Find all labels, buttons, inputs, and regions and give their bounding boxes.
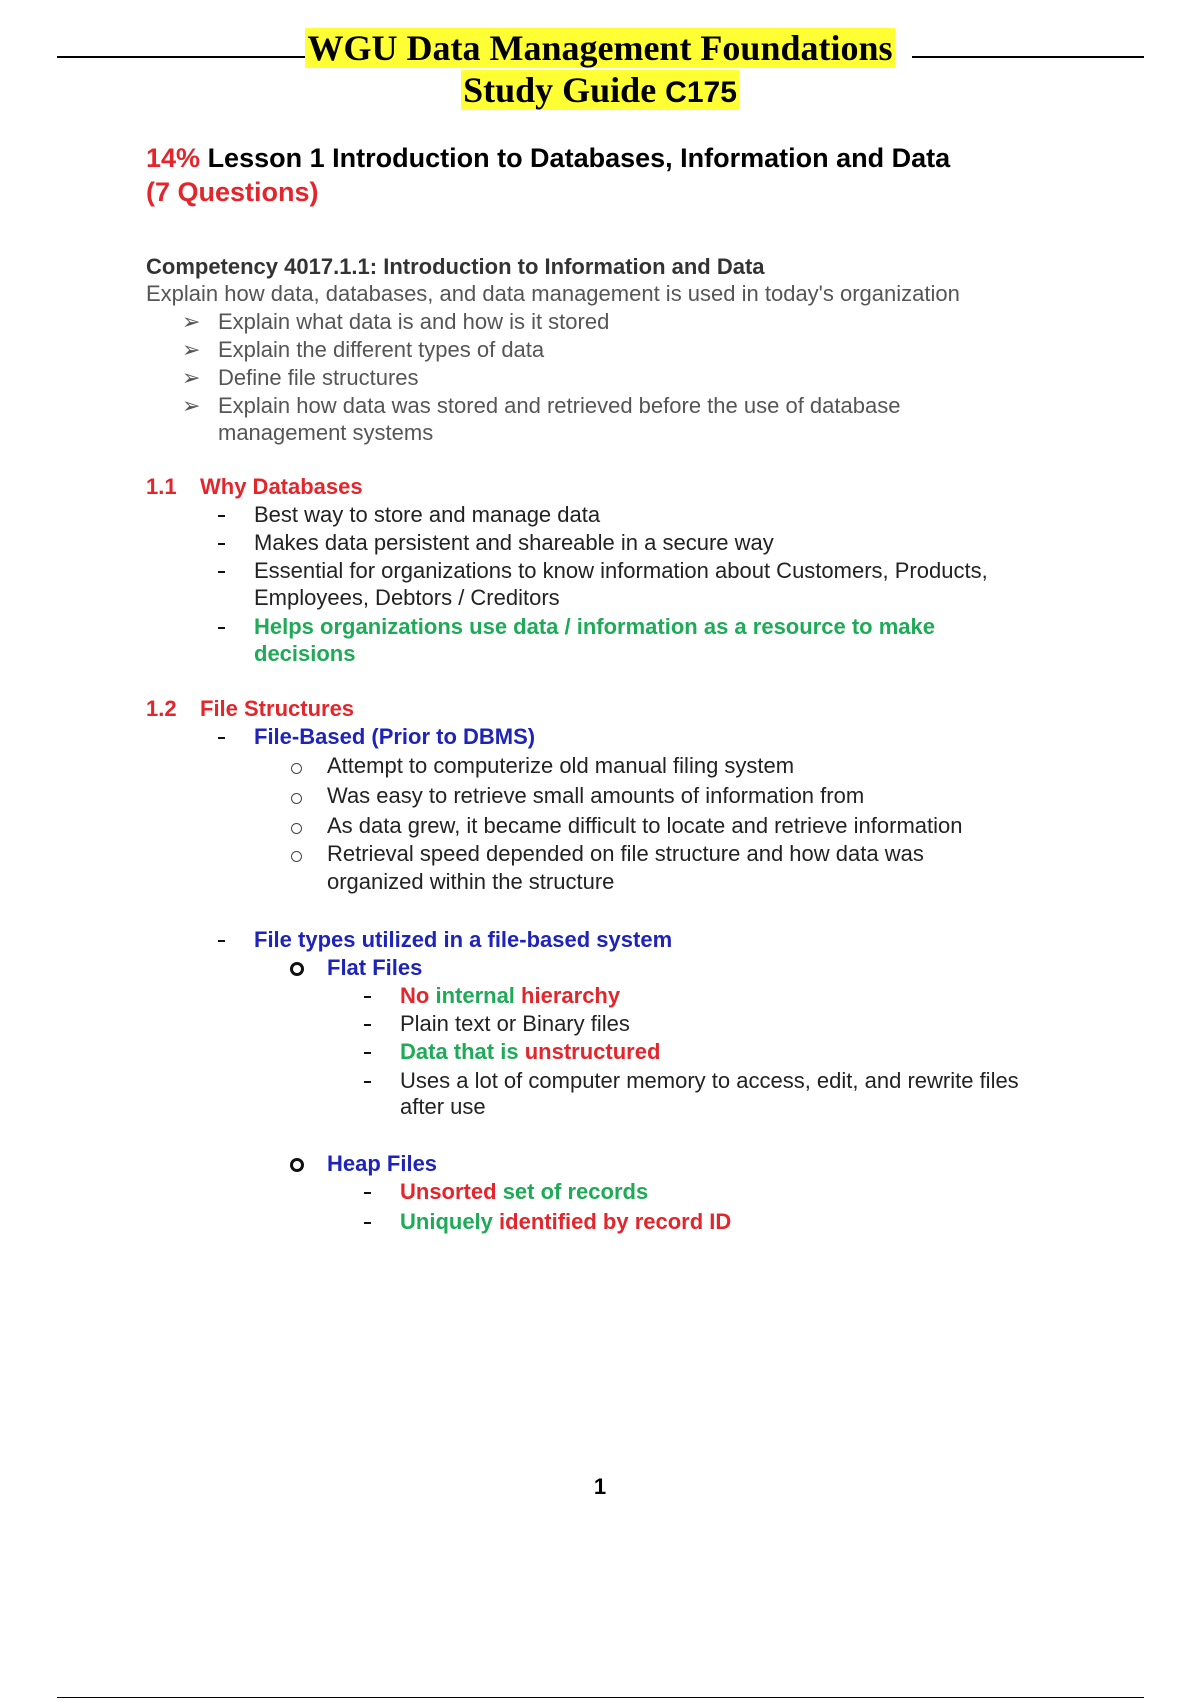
section-1-2-number: 1.2 (146, 696, 177, 721)
dash-bullet-icon (218, 613, 225, 640)
arrow-bullet-icon: ➢ (182, 337, 201, 362)
why-db-item-highlight: Helps organizations use data / information as a resource to make (254, 614, 935, 639)
arrow-bullet-icon: ➢ (182, 309, 201, 334)
bold-circle-bullet-icon (290, 955, 304, 982)
dash-bullet-icon (364, 1178, 371, 1205)
competency-bullet: Define file structures (218, 365, 419, 390)
lesson-title: Lesson 1 Introduction to Databases, Information and Data (207, 143, 951, 173)
dash-bullet-icon (364, 1067, 371, 1094)
heap-files-item: Uniquely identified by record ID (400, 1209, 732, 1234)
competency-bullet: Explain how data was stored and retrieved before the use of database (218, 393, 901, 418)
dash-bullet-icon (364, 982, 371, 1009)
bold-circle-bullet-icon (290, 1151, 304, 1178)
dash-bullet-icon (218, 723, 225, 750)
dash-bullet-icon (218, 501, 225, 528)
flat-files-item: No internal hierarchy (400, 983, 621, 1008)
flat-files-heading: Flat Files (327, 955, 423, 980)
file-based-item: As data grew, it became difficult to locate and retrieve information (327, 813, 963, 838)
why-db-item-continued: Employees, Debtors / Creditors (254, 585, 560, 610)
flat-files-item: Uses a lot of computer memory to access, edit, and rewrite files (400, 1068, 1019, 1093)
file-based-item: Was easy to retrieve small amounts of information from (327, 783, 865, 808)
lesson-heading (146, 141, 1146, 175)
file-based-item-continued: organized within the structure (327, 869, 615, 894)
competency-bullet: Explain what data is and how is it stored (218, 309, 610, 334)
subtitle-text: Study Guide (463, 70, 657, 110)
document-subtitle (0, 69, 1200, 114)
dash-bullet-icon (364, 1208, 371, 1235)
section-1-1-title: Why Databases (200, 474, 363, 499)
dash-bullet-icon (364, 1038, 371, 1065)
arrow-bullet-icon: ➢ (182, 393, 201, 418)
heap-files-item: Unsorted set of records (400, 1179, 649, 1204)
course-code: C175 (665, 76, 737, 109)
file-based-heading: File-Based (Prior to DBMS) (254, 724, 536, 749)
dash-bullet-icon (364, 1010, 371, 1037)
title-line-1: WGU Data Management Foundations (307, 28, 893, 68)
hollow-circle-bullet-icon (291, 783, 302, 810)
file-types-heading: File types utilized in a file-based system (254, 927, 673, 952)
hollow-circle-bullet-icon (291, 841, 302, 868)
heap-files-heading: Heap Files (327, 1151, 438, 1176)
lesson-questions: (7 Questions) (146, 177, 319, 207)
lesson-percent: 14% (146, 143, 201, 173)
dash-bullet-icon (218, 557, 225, 584)
hollow-circle-bullet-icon (291, 813, 302, 840)
hollow-circle-bullet-icon (291, 753, 302, 780)
why-db-item: Best way to store and manage data (254, 502, 601, 527)
why-db-item-highlight-continued: decisions (254, 641, 356, 666)
competency-description: Explain how data, databases, and data management is used in today's organization (146, 281, 960, 306)
competency-bullet-continued: management systems (218, 420, 434, 445)
page-number: 1 (593, 1474, 607, 1499)
flat-files-item-continued: after use (400, 1094, 486, 1119)
file-based-item: Retrieval speed depended on file structure and how data was (327, 841, 924, 866)
flat-files-item: Plain text or Binary files (400, 1011, 630, 1036)
why-db-item: Makes data persistent and shareable in a secure way (254, 530, 774, 555)
dash-bullet-icon (218, 926, 225, 953)
flat-files-item: Data that is unstructured (400, 1039, 661, 1064)
footer-rule (57, 1697, 1144, 1698)
dash-bullet-icon (218, 529, 225, 556)
why-db-item: Essential for organizations to know information about Customers, Products, (254, 558, 988, 583)
file-based-item: Attempt to computerize old manual filing system (327, 753, 795, 778)
competency-heading: Competency 4017.1.1: Introduction to Information and Data (146, 254, 765, 279)
section-1-1-number: 1.1 (146, 474, 177, 499)
section-1-2-title: File Structures (200, 696, 355, 721)
arrow-bullet-icon: ➢ (182, 365, 201, 390)
document-title (0, 27, 1200, 69)
competency-bullet: Explain the different types of data (218, 337, 545, 362)
